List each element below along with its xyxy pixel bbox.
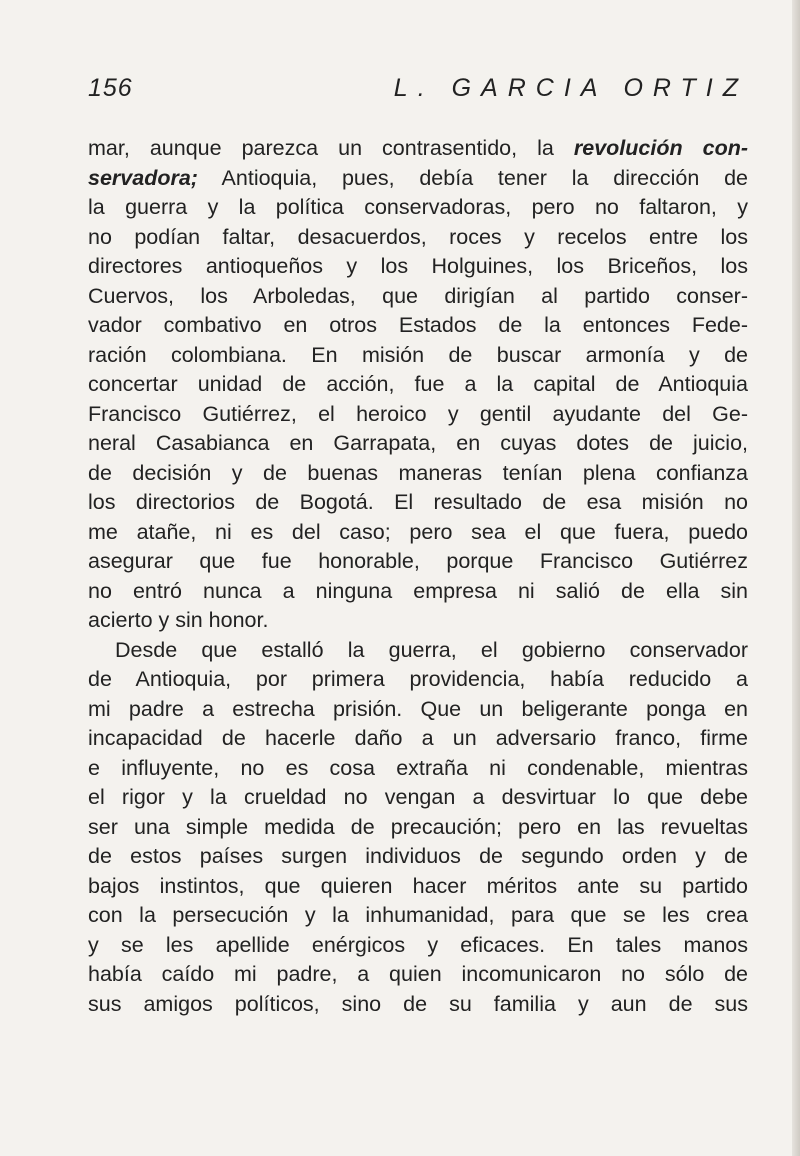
text-line: había caído mi padre, a quien incomunicaron no sólo de bbox=[88, 962, 748, 986]
text-line: neral Casabianca en Garrapata, en cuyas dotes de juicio, bbox=[88, 431, 748, 455]
text-line: sus amigos políticos, sino de su familia y aun de sus bbox=[88, 991, 748, 1016]
text-run: Antioquia, pues, debía tener la dirección de bbox=[197, 165, 748, 190]
text-line: la guerra y la política conservadoras, pero no faltaron, y bbox=[88, 195, 748, 219]
paragraph bbox=[88, 134, 748, 636]
emphasized-text: servadora; bbox=[88, 165, 198, 190]
text-line: de Antioquia, por primera providencia, había reducido a bbox=[88, 667, 748, 691]
text-line: Desde que estalló la guerra, el gobierno conservador bbox=[115, 637, 748, 662]
page-edge bbox=[792, 0, 800, 1156]
text-run: mar, aunque parezca un contrasentido, la bbox=[88, 136, 574, 160]
text-line: no entró nunca a ninguna empresa ni salió de ella sin bbox=[88, 578, 748, 603]
running-head: L. GARCIA ORTIZ bbox=[393, 74, 748, 102]
text-line: bajos instintos, que quieren hacer méritos ante su partido bbox=[88, 873, 748, 898]
text-line bbox=[88, 134, 748, 164]
text-line bbox=[88, 164, 748, 194]
text-line: directores antioqueños y los Holguines, los Briceños, los bbox=[88, 254, 748, 278]
text-line: ser una simple medida de precaución; pero en las revueltas bbox=[88, 814, 748, 839]
page-header bbox=[88, 74, 748, 108]
text-line: los directorios de Bogotá. El resultado de esa misión no bbox=[88, 490, 748, 514]
text-line: acierto y sin honor. bbox=[88, 608, 269, 632]
text-line: me atañe, ni es del caso; pero sea el que fuera, puedo bbox=[88, 519, 748, 544]
text-line: y se les apellide enérgicos y eficaces. En tales manos bbox=[88, 932, 748, 957]
text-line: Francisco Gutiérrez, el heroico y gentil ayudante del Ge- bbox=[88, 401, 748, 426]
text-line: de decisión y de buenas maneras tenían plena confianza bbox=[88, 460, 748, 485]
text-line: de estos países surgen individuos de segundo orden y de bbox=[88, 844, 748, 868]
text-line: e influyente, no es cosa extraña ni condenable, mientras bbox=[88, 755, 748, 780]
text-line: incapacidad de hacerle daño a un adversario franco, firme bbox=[88, 726, 748, 750]
text-line: vador combativo en otros Estados de la entonces Fede- bbox=[88, 313, 748, 337]
paragraph bbox=[88, 636, 748, 1020]
text-line: el rigor y la crueldad no vengan a desvirtuar lo que debe bbox=[88, 785, 748, 809]
body-text bbox=[88, 134, 748, 1019]
text-line: no podían faltar, desacuerdos, roces y recelos entre los bbox=[88, 224, 748, 249]
text-line: concertar unidad de acción, fue a la capital de Antioquia bbox=[88, 372, 748, 396]
text-line: Cuervos, los Arboledas, que dirigían al partido conser- bbox=[88, 283, 748, 308]
text-line: ración colombiana. En misión de buscar armonía y de bbox=[88, 342, 748, 367]
emphasized-text: revolución con- bbox=[573, 136, 748, 160]
text-line: asegurar que fue honorable, porque Francisco Gutiérrez bbox=[88, 549, 748, 573]
text-line: con la persecución y la inhumanidad, para que se les crea bbox=[88, 903, 748, 927]
page-number: 156 bbox=[88, 74, 133, 102]
text-line: mi padre a estrecha prisión. Que un beligerante ponga en bbox=[88, 696, 748, 721]
